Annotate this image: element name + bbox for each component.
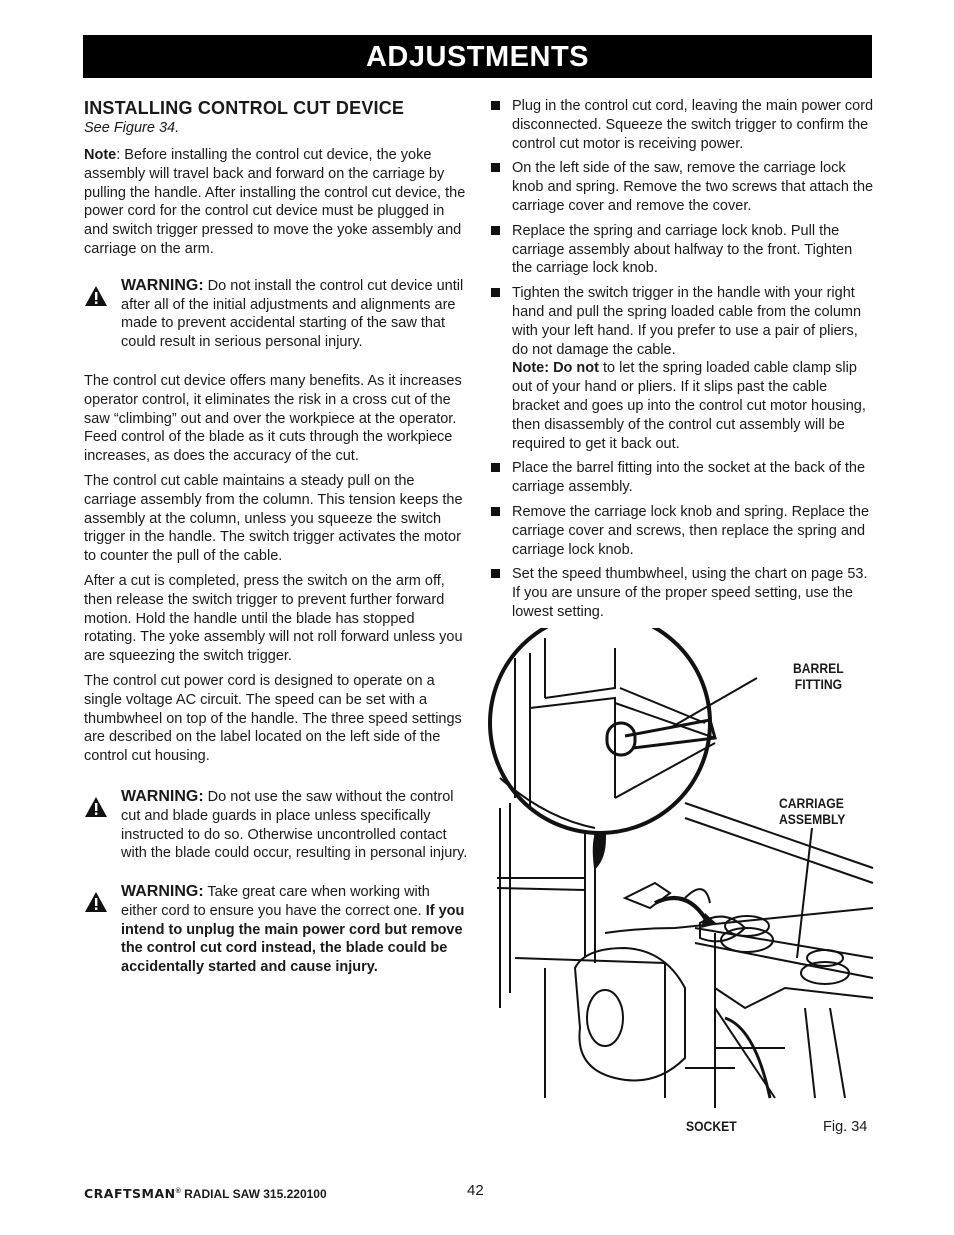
- bullet-square-icon: [491, 463, 500, 472]
- craftsman-logo: CRAFTSMAN: [84, 1186, 176, 1201]
- page-number: 42: [467, 1182, 484, 1199]
- body-paragraph: The control cut cable maintains a steady pull on the carriage assembly from the column. This tension keeps the assembly at the column, unless you squeeze the switch trigger in the handle. The switch trigger activates the motor to counter the pull of the cable.: [84, 472, 463, 565]
- warning-label: WARNING:: [121, 883, 204, 901]
- steps-list: [490, 97, 875, 359]
- bullet-square-icon: [491, 288, 500, 297]
- right-column: [490, 97, 875, 628]
- bullet-square-icon: [491, 163, 500, 172]
- warning-block-1: [84, 277, 469, 352]
- warning-triangle-icon: [84, 796, 108, 818]
- model-number: RADIAL SAW 315.220100: [180, 1187, 327, 1201]
- section-title: INSTALLING CONTROL CUT DEVICE: [84, 98, 405, 118]
- warning-block-3: [84, 883, 469, 977]
- figure-caption: Fig. 34: [823, 1119, 868, 1135]
- page-header-title: ADJUSTMENTS: [365, 41, 589, 73]
- note-text: : Before installing the control cut device, the yoke assembly will travel back and forward on the carriage by pulling the handle. After installing the control cut device, the power cord for the control cut device must be plugged in and switch trigger pressed to move the yoke assembly and carriage on the arm.: [84, 147, 466, 257]
- list-item: Tighten the switch trigger in the handle with your right hand and pull the spring loaded cable from the column with your left hand. If you prefer to use a pair of pliers, do not damage the cable.: [490, 284, 875, 359]
- carriage-assembly-label: CARRIAGE ASSEMBLY: [779, 796, 846, 827]
- bullet-square-icon: [491, 226, 500, 235]
- saw-carriage-illustration: [485, 628, 877, 1108]
- warning-text: Do not install the control cut device until after all of the initial adjustments and alignments are made to prevent accidental starting of the saw that could result in serious personal injury.: [121, 277, 464, 351]
- steps-list-continued: [490, 459, 875, 621]
- list-item: Remove the carriage lock knob and spring. Replace the carriage cover and screws, then replace the spring and carriage lock knob.: [490, 503, 875, 559]
- left-column: [84, 97, 469, 997]
- body-paragraph: After a cut is completed, press the switch on the arm off, then release the switch trigger to prevent further forward motion. Hold the handle until the blade has stopped rotating. The yoke assembly will not roll forward unless you are squeezing the switch trigger.: [84, 572, 463, 665]
- list-item: Replace the spring and carriage lock knob. Pull the carriage assembly about halfway to the front. Tighten the carriage lock knob.: [490, 222, 875, 278]
- warning-text: Do not use the saw without the control cut and blade guards in place unless specifically instructed to do so. Otherwise uncontrolled contact with the blade could occur, resulting in personal injury.: [121, 788, 468, 862]
- figure-reference: See Figure 34.: [84, 120, 180, 136]
- page-header-banner: [83, 35, 872, 78]
- list-item: Plug in the control cut cord, leaving the main power cord disconnected. Squeeze the switch trigger to confirm the control cut motor is receiving power.: [490, 97, 875, 153]
- list-item: Set the speed thumbwheel, using the chart on page 53. If you are unsure of the proper speed setting, use the lowest setting.: [490, 565, 875, 621]
- warning-label: WARNING:: [121, 276, 204, 294]
- warning-text: Take great care when working with either cord to ensure you have the correct one.: [121, 884, 430, 919]
- warning-bold-text: If you intend to unplug the main power cord but remove the control cut cord instead, the blade could be accidentally started and cause injury.: [121, 902, 465, 976]
- bullet-square-icon: [491, 569, 500, 578]
- footer-brand: [84, 1186, 327, 1201]
- socket-label: SOCKET: [686, 1119, 737, 1134]
- list-item: On the left side of the saw, remove the carriage lock knob and spring. Remove the two screws that attach the carriage cover and remove the cover.: [490, 159, 875, 215]
- cable-note-label: Note: Do not: [512, 360, 599, 377]
- bullet-square-icon: [491, 101, 500, 110]
- body-paragraph: The control cut device offers many benefits. As it increases operator control, it eliminates the risk in a cross cut of the saw “climbing” out and over the workpiece at the operator. Feed control of the blade as it cuts through the workpiece increases, as does the accuracy of the cut.: [84, 372, 462, 465]
- body-paragraph: The control cut power cord is designed to operate on a single voltage AC circuit. The speed can be set with a thumbwheel on top of the handle. The three speed settings are described on the label located on the left side of the control cut housing.: [84, 672, 462, 765]
- bullet-square-icon: [491, 507, 500, 516]
- warning-triangle-icon: [84, 891, 108, 913]
- warning-label: WARNING:: [121, 787, 204, 805]
- figure-34: [485, 628, 877, 1133]
- note-paragraph: [84, 146, 469, 259]
- cable-note-text: to let the spring loaded cable clamp slip out of your hand or pliers. If it slips past the cable bracket and goes up into the control cut motor housing, then disassembly of the control cut assembly will be required to get it back out.: [512, 360, 866, 452]
- warning-triangle-icon: [84, 285, 108, 307]
- cable-note: [490, 359, 875, 453]
- warning-block-2: [84, 788, 469, 863]
- registered-mark: ®: [175, 1188, 181, 1195]
- list-item: Place the barrel fitting into the socket at the back of the carriage assembly.: [490, 459, 875, 497]
- barrel-fitting-label: BARREL FITTING: [793, 661, 844, 692]
- note-label: Note: [84, 147, 117, 163]
